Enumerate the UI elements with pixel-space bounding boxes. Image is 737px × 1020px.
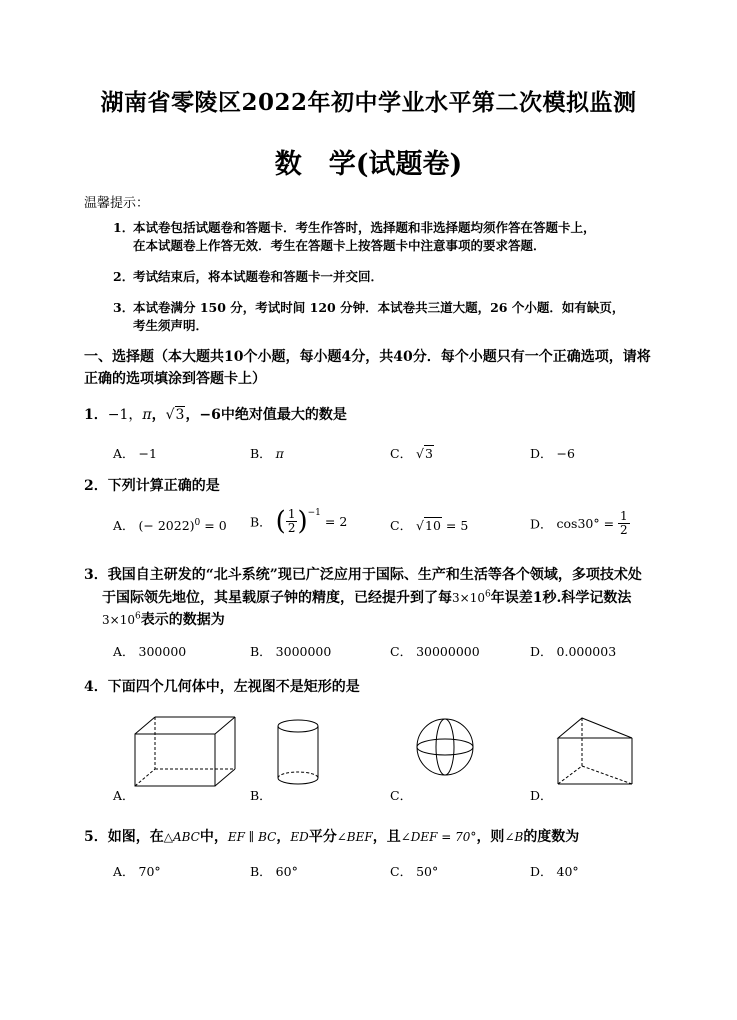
q2-b-num: 1 bbox=[287, 507, 296, 521]
q5-a-val: 70° bbox=[138, 864, 161, 879]
q1-option-b bbox=[250, 444, 284, 462]
q1-option-c: C． √3 bbox=[390, 446, 433, 461]
q1-d-val: −6 bbox=[556, 446, 575, 461]
q5-d-val: 40° bbox=[556, 864, 579, 879]
page-subtitle: 数 学(试题卷) bbox=[274, 149, 463, 180]
q4-num: 4． bbox=[84, 679, 108, 695]
tip-3-line1: 本试卷满分 150 分，考试时间 120 分钟．本试卷共三道大题，26 个小题．如有缺页， bbox=[133, 300, 625, 315]
q3-line2b: 3×10 bbox=[452, 591, 485, 605]
q4-option-d: D． bbox=[530, 788, 553, 803]
q5-tri: △ABC bbox=[163, 830, 200, 844]
q5-text-d: 平分 bbox=[308, 829, 337, 845]
q2-option-d bbox=[530, 510, 630, 537]
q2-a-label: A． bbox=[113, 518, 135, 533]
q2-b-den: 2 bbox=[287, 521, 296, 535]
q1-num: 1． bbox=[84, 407, 108, 423]
q2-c-rest: = 5 bbox=[441, 518, 469, 533]
q4-option-b: B． bbox=[250, 788, 272, 803]
sphere-figure bbox=[414, 716, 476, 778]
q5-text-e: ，且 bbox=[372, 829, 401, 845]
tip-1-line2: 在本试题卷上作答无效．考生在答题卡上按答题卡中注意事项的要求答题． bbox=[133, 238, 546, 253]
q5-par: EF ∥ BC bbox=[227, 830, 277, 844]
q3-line3 bbox=[102, 609, 225, 629]
q5-ang1: ∠BEF bbox=[336, 830, 373, 844]
q3-d-label: D． bbox=[530, 644, 553, 659]
q5-bis: ED bbox=[290, 830, 309, 844]
tip-1-line1: 本试卷包括试题卷和答题卡．考生作答时，选择题和非选择题均须作答在答题卡上， bbox=[133, 220, 596, 235]
q3-option-d bbox=[530, 642, 616, 660]
q1-option-d bbox=[530, 444, 575, 462]
tip-3-line2: 考生须声明． bbox=[133, 318, 209, 333]
q2-c-sqrt: 10 bbox=[425, 518, 441, 533]
tip-2-line1: 考试结束后，将本试题卷和答题卡一并交回． bbox=[133, 269, 384, 284]
q1-pi: π bbox=[142, 407, 152, 423]
q2-d-den: 2 bbox=[620, 523, 628, 537]
q3-line1-text: 我国自主研发的“北斗系统”现已广泛应用于国际、生产和生活等各个领域，多项技术处 bbox=[107, 567, 642, 583]
q1-c-label: C． bbox=[390, 446, 413, 461]
q1-b-val: π bbox=[275, 446, 284, 461]
q2-text: 下列计算正确的是 bbox=[107, 478, 220, 494]
q3-line3exp: 6 bbox=[134, 611, 141, 622]
q5-stem bbox=[84, 826, 579, 846]
q3-b-val: 3000000 bbox=[275, 644, 332, 659]
q3-line2 bbox=[102, 587, 631, 607]
q3-b-label: B． bbox=[250, 644, 272, 659]
q1-a-val: −1 bbox=[138, 446, 157, 461]
q5-text-g: 的度数为 bbox=[523, 829, 580, 845]
q1-text-c: ，−6中绝对值最大的数是 bbox=[185, 407, 347, 423]
section1-line1: 一、选择题（本大题共10个小题，每小题4分，共40分．每个小题只有一个正确选项，请将 bbox=[84, 349, 651, 365]
q5-option-a bbox=[113, 862, 161, 880]
q5-c-val: 50° bbox=[416, 864, 439, 879]
q1-d-label: D． bbox=[530, 446, 553, 461]
cuboid-figure bbox=[130, 714, 240, 790]
q5-option-d bbox=[530, 862, 579, 880]
q2-d-label: D． bbox=[530, 516, 553, 532]
q3-line2a: 于国际领先地位，其星载原子钟的精度，已经提升到了每 bbox=[102, 590, 452, 606]
q3-num: 3． bbox=[84, 567, 108, 583]
q5-c-label: C． bbox=[390, 864, 413, 879]
q1-text-b: ， bbox=[151, 407, 166, 423]
q5-ang3: ∠B bbox=[504, 830, 524, 844]
q2-a-base: − 2022 bbox=[143, 518, 190, 533]
q5-option-c bbox=[390, 862, 438, 880]
q2-num: 2． bbox=[84, 478, 108, 494]
q2-a-exp: 0 bbox=[194, 517, 201, 528]
q1-sqrt: 3 bbox=[175, 407, 185, 423]
q1-c-val: 3 bbox=[425, 446, 433, 461]
q1-a-label: A． bbox=[113, 446, 135, 461]
q3-option-a bbox=[113, 642, 186, 660]
q3-c-val: 30000000 bbox=[416, 644, 480, 659]
q1-b-label: B． bbox=[250, 446, 272, 461]
q5-text-f: ，则 bbox=[476, 829, 505, 845]
q2-option-b: B． ( $\frac{1}{2}$ )$^{-1}$ = 2 bbox=[250, 506, 348, 537]
q4-text: 下面四个几何体中，左视图不是矩形的是 bbox=[107, 679, 360, 695]
q3-d-val: 0.000003 bbox=[556, 644, 617, 659]
q3-line2exp: 6 bbox=[484, 589, 491, 600]
q2-d-fraction bbox=[618, 510, 630, 537]
tip-3-num: 3． bbox=[113, 300, 135, 315]
q2-option-a: A． (− 2022)$^0$ = 0 bbox=[113, 517, 227, 533]
q4-option-c: C． bbox=[390, 788, 413, 803]
q5-a-label: A． bbox=[113, 864, 135, 879]
q5-text-c: ， bbox=[276, 829, 291, 845]
q2-b-fraction bbox=[286, 508, 298, 535]
q4-stem bbox=[84, 676, 360, 696]
q5-text-a: 如图，在 bbox=[107, 829, 164, 845]
section1-line2: 正确的选项填涂到答题卡上） bbox=[84, 371, 266, 387]
tip-2-num: 2． bbox=[113, 269, 135, 284]
q2-d-left: cos30° = bbox=[556, 516, 619, 531]
q3-option-c bbox=[390, 642, 480, 660]
q1-option-a bbox=[113, 444, 157, 462]
q2-a-rest: = 0 bbox=[200, 518, 227, 533]
q2-b-rest: = 2 bbox=[320, 514, 348, 529]
q5-num: 5． bbox=[84, 829, 108, 845]
q5-text-b: 中， bbox=[199, 829, 228, 845]
q5-b-val: 60° bbox=[275, 864, 298, 879]
prism-figure bbox=[552, 716, 638, 792]
q3-c-label: C． bbox=[390, 644, 413, 659]
q4-option-a: A． bbox=[113, 788, 135, 803]
q5-d-label: D． bbox=[530, 864, 553, 879]
q3-line1 bbox=[84, 564, 642, 584]
q2-b-exp: −1 bbox=[307, 508, 321, 518]
q3-line3b: 表示的数据为 bbox=[140, 612, 225, 628]
q2-b-label: B． bbox=[250, 514, 272, 530]
q2-c-label: C． bbox=[390, 518, 413, 533]
tips-label: 温馨提示： bbox=[84, 196, 150, 211]
q1-stem: 1．−1，π，√3，−6中绝对值最大的数是 bbox=[84, 407, 347, 423]
q3-a-label: A． bbox=[113, 644, 135, 659]
q5-b-label: B． bbox=[250, 864, 272, 879]
q2-stem bbox=[84, 475, 220, 495]
q3-line3a: 3×10 bbox=[102, 613, 135, 627]
tip-1-num: 1． bbox=[113, 220, 135, 235]
q3-a-val: 300000 bbox=[138, 644, 187, 659]
q3-option-b bbox=[250, 642, 331, 660]
cylinder-figure bbox=[272, 716, 324, 792]
q5-option-b bbox=[250, 862, 298, 880]
q5-ang2: ∠DEF = 70° bbox=[400, 830, 477, 844]
q2-option-c: C． √10 = 5 bbox=[390, 518, 469, 533]
q1-text-a: −1， bbox=[107, 407, 143, 423]
q3-line2c: 年误差1秒.科学记数法 bbox=[490, 590, 632, 606]
q2-d-num: 1 bbox=[620, 509, 628, 523]
page-title: 湖南省零陵区2022年初中学业水平第二次模拟监测 bbox=[100, 89, 637, 116]
